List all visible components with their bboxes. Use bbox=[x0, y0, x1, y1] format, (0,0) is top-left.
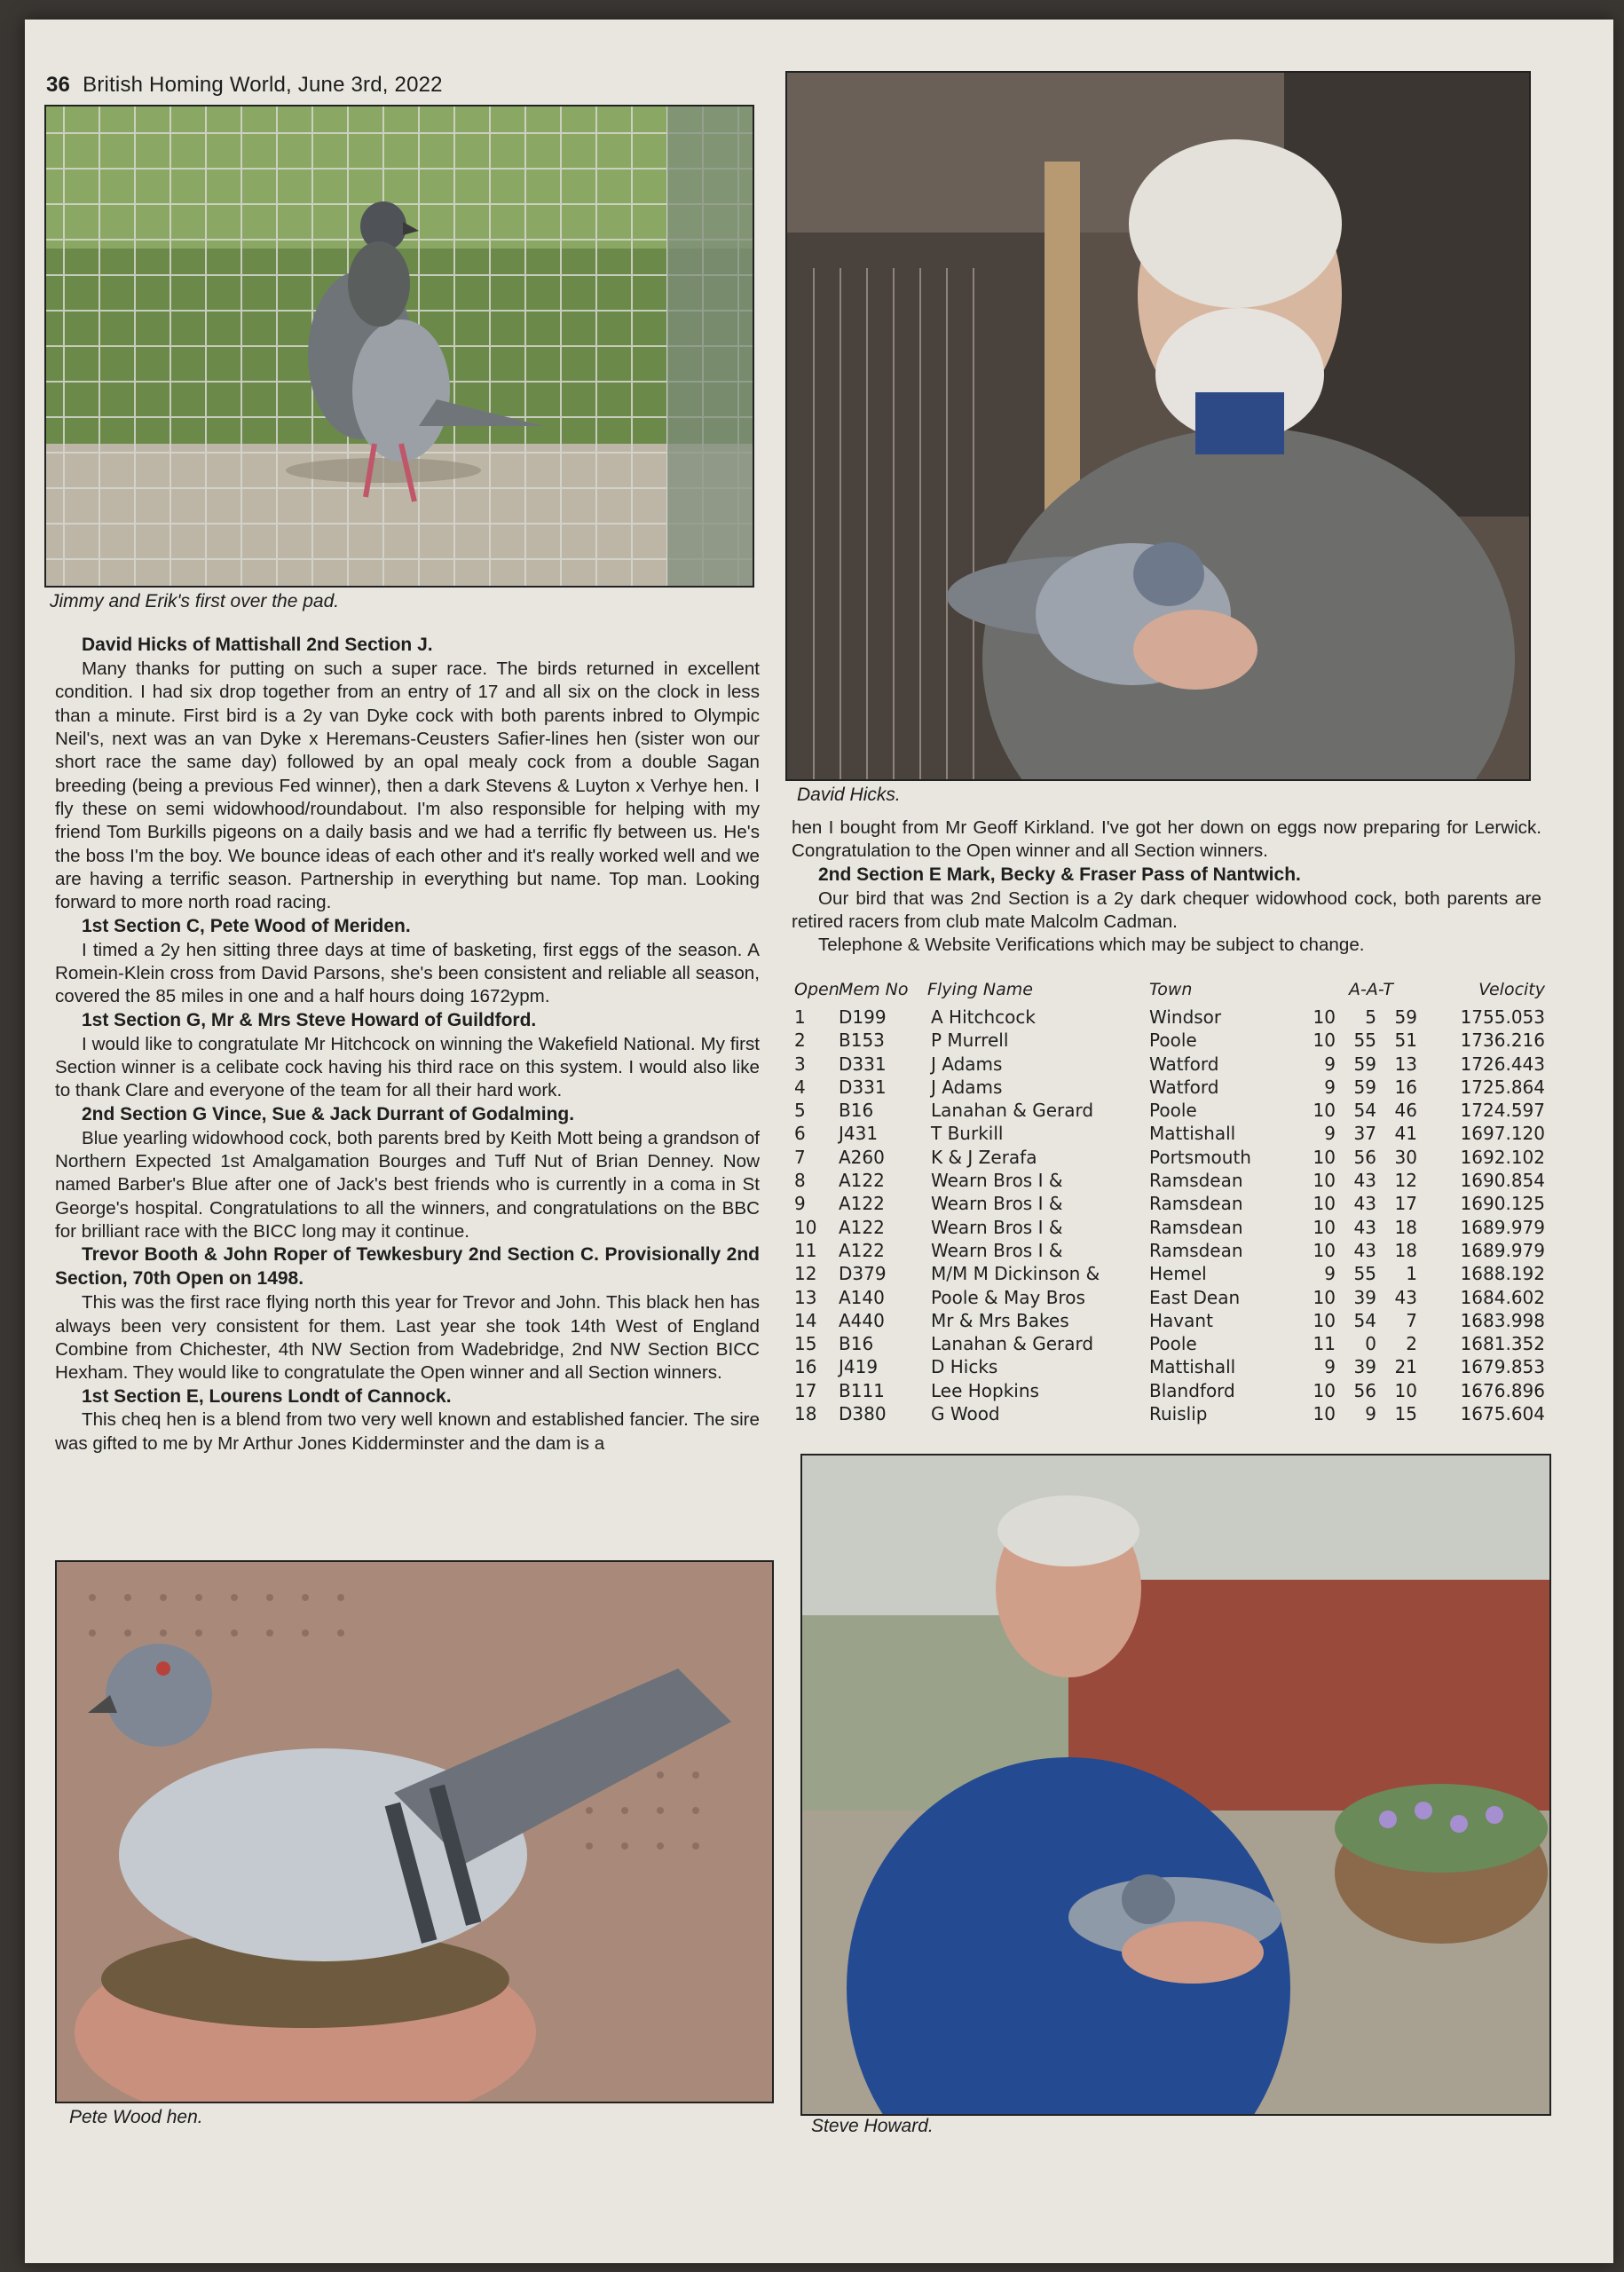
header-town: Town bbox=[1149, 980, 1193, 999]
cell-mem-no: D331 bbox=[839, 1053, 887, 1075]
results-header-row bbox=[794, 980, 1549, 1006]
cell-flying-name: A Hitchcock bbox=[931, 1006, 1036, 1028]
page-number: 36 bbox=[46, 73, 71, 97]
cell-flying-name: Wearn Bros I & bbox=[931, 1216, 1063, 1238]
caption-pete-wood-hen: Pete Wood hen. bbox=[69, 2107, 203, 2127]
cell-velocity: 1697.120 bbox=[1460, 1123, 1545, 1145]
cell-hours: 9 bbox=[1324, 1356, 1336, 1378]
results-row bbox=[794, 1263, 1549, 1286]
cell-velocity: 1736.216 bbox=[1460, 1030, 1545, 1052]
steve-howard-image bbox=[802, 1456, 1549, 2114]
paragraph-pete-wood: I timed a 2y hen sitting three days at time of basketing, first eggs of the season. A Romein-Klein cross from David Parsons, she's been consistent and reliable all season, covered the 85 miles in one and a half hours doing 1672ypm. bbox=[55, 939, 760, 1007]
header-aat: A-A-T bbox=[1349, 980, 1393, 999]
cell-open: 16 bbox=[794, 1356, 817, 1378]
cell-town: Poole bbox=[1149, 1030, 1197, 1052]
cell-flying-name: M/M M Dickinson & bbox=[931, 1263, 1100, 1285]
cell-mem-no: B16 bbox=[839, 1333, 874, 1355]
cell-minutes: 55 bbox=[1353, 1030, 1376, 1052]
cell-minutes: 56 bbox=[1353, 1379, 1376, 1401]
pete-wood-hen-image bbox=[57, 1562, 772, 2102]
cell-flying-name: Poole & May Bros bbox=[931, 1286, 1085, 1308]
results-row bbox=[794, 1310, 1549, 1333]
cell-town: Blandford bbox=[1149, 1379, 1235, 1401]
cell-velocity: 1681.352 bbox=[1460, 1333, 1545, 1355]
results-rows bbox=[794, 1006, 1549, 1426]
cell-open: 5 bbox=[794, 1100, 806, 1122]
cell-mem-no: A440 bbox=[839, 1309, 885, 1331]
cell-minutes: 39 bbox=[1353, 1286, 1376, 1308]
cell-seconds: 2 bbox=[1406, 1333, 1417, 1355]
cell-hours: 9 bbox=[1324, 1076, 1336, 1098]
cell-flying-name: Wearn Bros I & bbox=[931, 1170, 1063, 1192]
cell-seconds: 21 bbox=[1394, 1356, 1417, 1378]
cell-velocity: 1684.602 bbox=[1460, 1286, 1545, 1308]
cell-velocity: 1676.896 bbox=[1460, 1379, 1545, 1401]
cell-town: East Dean bbox=[1149, 1286, 1241, 1308]
cell-minutes: 59 bbox=[1353, 1053, 1376, 1075]
cell-open: 9 bbox=[794, 1193, 806, 1215]
cell-mem-no: B111 bbox=[839, 1379, 885, 1401]
cell-hours: 11 bbox=[1313, 1333, 1336, 1355]
results-row bbox=[794, 1100, 1549, 1123]
cell-open: 1 bbox=[794, 1006, 806, 1028]
cell-minutes: 43 bbox=[1353, 1239, 1376, 1261]
cell-town: Ruislip bbox=[1149, 1403, 1208, 1425]
pigeon-on-pad-image bbox=[46, 106, 753, 586]
paragraph-londt-continued: hen I bought from Mr Geoff Kirkland. I've got her down on eggs now preparing for Lerwick. Congratulation to the Open winner and all Section winners. bbox=[792, 817, 1541, 862]
cell-flying-name: Lanahan & Gerard bbox=[931, 1333, 1094, 1355]
cell-open: 15 bbox=[794, 1333, 817, 1355]
results-row bbox=[794, 1380, 1549, 1403]
cell-flying-name: Lee Hopkins bbox=[931, 1379, 1039, 1401]
results-row bbox=[794, 1030, 1549, 1053]
cell-minutes: 37 bbox=[1353, 1123, 1376, 1145]
cell-flying-name: Lanahan & Gerard bbox=[931, 1100, 1094, 1122]
cell-minutes: 9 bbox=[1365, 1403, 1376, 1425]
section-heading-steve-howard: 1st Section G, Mr & Mrs Steve Howard of Guildford. bbox=[82, 1009, 537, 1030]
cell-minutes: 56 bbox=[1353, 1146, 1376, 1168]
cell-mem-no: A122 bbox=[839, 1170, 885, 1192]
cell-seconds: 30 bbox=[1394, 1146, 1417, 1168]
cell-velocity: 1724.597 bbox=[1460, 1100, 1545, 1122]
cell-velocity: 1726.443 bbox=[1460, 1053, 1545, 1075]
cell-velocity: 1725.864 bbox=[1460, 1076, 1545, 1098]
cell-seconds: 17 bbox=[1394, 1193, 1417, 1215]
cell-hours: 10 bbox=[1313, 1379, 1336, 1401]
cell-open: 18 bbox=[794, 1403, 817, 1425]
cell-hours: 9 bbox=[1324, 1123, 1336, 1145]
cell-seconds: 10 bbox=[1394, 1379, 1417, 1401]
cell-open: 11 bbox=[794, 1239, 817, 1261]
cell-open: 7 bbox=[794, 1146, 806, 1168]
cell-town: Poole bbox=[1149, 1333, 1197, 1355]
results-row bbox=[794, 1356, 1549, 1379]
cell-seconds: 59 bbox=[1394, 1006, 1417, 1028]
cell-hours: 10 bbox=[1313, 1170, 1336, 1192]
cell-mem-no: B16 bbox=[839, 1100, 874, 1122]
cell-seconds: 15 bbox=[1394, 1403, 1417, 1425]
cell-seconds: 1 bbox=[1406, 1263, 1417, 1285]
cell-open: 2 bbox=[794, 1030, 806, 1052]
cell-minutes: 0 bbox=[1365, 1333, 1376, 1355]
cell-town: Poole bbox=[1149, 1100, 1197, 1122]
section-heading-pete-wood: 1st Section C, Pete Wood of Meriden. bbox=[82, 915, 411, 936]
cell-hours: 10 bbox=[1313, 1006, 1336, 1028]
paragraph-durrant: Blue yearling widowhood cock, both parents bred by Keith Mott being a grandson of Northern Expected 1st Amalgamation Bourges and Tuff Nut of Brian Denney. Now named Barber's Blue after one of Jack's best friends who is currently in a coma in St George's hospital. Congratulations to all the winners, and congratulations on the BBC for brilliant race with the BICC long may it continue. bbox=[55, 1127, 760, 1242]
cell-mem-no: A122 bbox=[839, 1216, 885, 1238]
section-heading-booth-roper: Trevor Booth & John Roper of Tewkesbury 2nd Section C. Provisionally 2nd Section, 70th Open on 1498. bbox=[55, 1244, 760, 1290]
paragraph-booth-roper: This was the first race flying north this year for Trevor and John. This black hen has always been very consistent for them. Last year she took 14th West of England Combine from Chichester, 4th NW Section from Wadebridge, 2nd NW Section BICC Hexham. They would like to congratulate the Open winner and all Section winners. bbox=[55, 1292, 760, 1384]
cell-seconds: 18 bbox=[1394, 1239, 1417, 1261]
section-heading-david-hicks: David Hicks of Mattishall 2nd Section J. bbox=[82, 635, 433, 655]
photo-pigeon-on-pad bbox=[44, 105, 754, 588]
cell-velocity: 1755.053 bbox=[1460, 1006, 1545, 1028]
cell-hours: 10 bbox=[1313, 1309, 1336, 1331]
header-velocity: Velocity bbox=[1478, 980, 1545, 999]
cell-velocity: 1689.979 bbox=[1460, 1216, 1545, 1238]
cell-town: Ramsdean bbox=[1149, 1170, 1243, 1192]
cell-open: 10 bbox=[794, 1216, 817, 1238]
cell-minutes: 5 bbox=[1365, 1006, 1376, 1028]
cell-mem-no: J431 bbox=[839, 1123, 879, 1145]
results-row bbox=[794, 1077, 1549, 1100]
cell-minutes: 54 bbox=[1353, 1100, 1376, 1122]
results-row bbox=[794, 1006, 1549, 1030]
cell-town: Mattishall bbox=[1149, 1123, 1236, 1145]
cell-velocity: 1675.604 bbox=[1460, 1403, 1545, 1425]
header-open: Open bbox=[794, 980, 840, 999]
cell-velocity: 1692.102 bbox=[1460, 1146, 1545, 1168]
cell-velocity: 1690.854 bbox=[1460, 1170, 1545, 1192]
paragraph-lourens-londt: This cheq hen is a blend from two very well known and established fancier. The sire was gifted to me by Mr Arthur Jones Kidderminster and the dam is a bbox=[55, 1409, 760, 1454]
cell-flying-name: J Adams bbox=[931, 1053, 1003, 1075]
cell-seconds: 46 bbox=[1394, 1100, 1417, 1122]
cell-open: 6 bbox=[794, 1123, 806, 1145]
cell-hours: 10 bbox=[1313, 1030, 1336, 1052]
cell-seconds: 13 bbox=[1394, 1053, 1417, 1075]
cell-hours: 9 bbox=[1324, 1263, 1336, 1285]
cell-town: Ramsdean bbox=[1149, 1216, 1243, 1238]
results-row bbox=[794, 1287, 1549, 1310]
results-row bbox=[794, 1170, 1549, 1193]
section-heading-pass: 2nd Section E Mark, Becky & Fraser Pass of Nantwich. bbox=[818, 864, 1301, 885]
caption-steve-howard: Steve Howard. bbox=[811, 2116, 934, 2136]
cell-minutes: 59 bbox=[1353, 1076, 1376, 1098]
cell-town: Mattishall bbox=[1149, 1356, 1236, 1378]
cell-seconds: 41 bbox=[1394, 1123, 1417, 1145]
header-name: Flying Name bbox=[927, 980, 1033, 999]
cell-minutes: 43 bbox=[1353, 1170, 1376, 1192]
publication-title: British Homing World, June 3rd, 2022 bbox=[83, 73, 443, 97]
cell-minutes: 54 bbox=[1353, 1309, 1376, 1331]
cell-town: Ramsdean bbox=[1149, 1239, 1243, 1261]
cell-flying-name: Mr & Mrs Bakes bbox=[931, 1309, 1069, 1331]
cell-open: 8 bbox=[794, 1170, 806, 1192]
results-row bbox=[794, 1193, 1549, 1216]
cell-hours: 10 bbox=[1313, 1216, 1336, 1238]
results-row bbox=[794, 1217, 1549, 1240]
cell-hours: 10 bbox=[1313, 1403, 1336, 1425]
cell-hours: 10 bbox=[1313, 1286, 1336, 1308]
article-left-column bbox=[55, 634, 760, 1456]
results-row bbox=[794, 1053, 1549, 1077]
cell-mem-no: D379 bbox=[839, 1263, 887, 1285]
cell-hours: 10 bbox=[1313, 1239, 1336, 1261]
cell-town: Windsor bbox=[1149, 1006, 1222, 1028]
cell-hours: 10 bbox=[1313, 1100, 1336, 1122]
cell-mem-no: J419 bbox=[839, 1356, 879, 1378]
cell-flying-name: K & J Zerafa bbox=[931, 1146, 1037, 1168]
cell-velocity: 1679.853 bbox=[1460, 1356, 1545, 1378]
cell-seconds: 18 bbox=[1394, 1216, 1417, 1238]
paragraph-steve-howard: I would like to congratulate Mr Hitchcock on winning the Wakefield National. My first Section winner is a celibate cock having his third race on this system. I would also like to thank Clare and everyone of the team for all their hard work. bbox=[55, 1033, 760, 1101]
cell-open: 4 bbox=[794, 1076, 806, 1098]
cell-town: Havant bbox=[1149, 1309, 1213, 1331]
header-mem: Mem No bbox=[839, 980, 909, 999]
verification-note: Telephone & Website Verifications which may be subject to change. bbox=[818, 935, 1365, 956]
paragraph-pass: Our bird that was 2nd Section is a 2y dark chequer widowhood cock, both parents are retired racers from club mate Malcolm Cadman. bbox=[792, 888, 1541, 932]
results-row bbox=[794, 1147, 1549, 1170]
caption-pigeon-on-pad: Jimmy and Erik's first over the pad. bbox=[50, 591, 340, 611]
cell-flying-name: T Burkill bbox=[931, 1123, 1004, 1145]
results-table bbox=[794, 980, 1549, 1426]
cell-seconds: 16 bbox=[1394, 1076, 1417, 1098]
cell-town: Portsmouth bbox=[1149, 1146, 1251, 1168]
cell-velocity: 1688.192 bbox=[1460, 1263, 1545, 1285]
cell-open: 12 bbox=[794, 1263, 817, 1285]
results-row bbox=[794, 1403, 1549, 1426]
cell-velocity: 1683.998 bbox=[1460, 1309, 1545, 1331]
cell-velocity: 1690.125 bbox=[1460, 1193, 1545, 1215]
photo-pete-wood-hen bbox=[55, 1560, 774, 2103]
cell-town: Ramsdean bbox=[1149, 1193, 1243, 1215]
cell-flying-name: P Murrell bbox=[931, 1030, 1009, 1052]
cell-seconds: 12 bbox=[1394, 1170, 1417, 1192]
cell-minutes: 43 bbox=[1353, 1193, 1376, 1215]
photo-steve-howard bbox=[800, 1454, 1551, 2116]
results-row bbox=[794, 1333, 1549, 1356]
cell-seconds: 51 bbox=[1394, 1030, 1417, 1052]
cell-town: Watford bbox=[1149, 1076, 1219, 1098]
cell-hours: 10 bbox=[1313, 1193, 1336, 1215]
caption-david-hicks: David Hicks. bbox=[797, 785, 901, 805]
photo-david-hicks bbox=[785, 71, 1531, 781]
cell-mem-no: D380 bbox=[839, 1403, 887, 1425]
cell-seconds: 43 bbox=[1394, 1286, 1417, 1308]
cell-velocity: 1689.979 bbox=[1460, 1239, 1545, 1261]
cell-mem-no: A122 bbox=[839, 1193, 885, 1215]
cell-town: Watford bbox=[1149, 1053, 1219, 1075]
cell-town: Hemel bbox=[1149, 1263, 1207, 1285]
cell-open: 3 bbox=[794, 1053, 806, 1075]
cell-flying-name: D Hicks bbox=[931, 1356, 998, 1378]
cell-mem-no: A260 bbox=[839, 1146, 885, 1168]
cell-mem-no: D199 bbox=[839, 1006, 887, 1028]
results-row bbox=[794, 1240, 1549, 1263]
section-heading-durrant: 2nd Section G Vince, Sue & Jack Durrant of Godalming. bbox=[82, 1103, 575, 1124]
cell-flying-name: G Wood bbox=[931, 1403, 1000, 1425]
paragraph-david-hicks: Many thanks for putting on such a super race. The birds returned in excellent condition. I had six drop together from an entry of 17 and all six on the clock in less than a minute. First bird is a 2y van Dyke cock with both parents inbred to Olympic Neil's, next was an van Dyke x Heremans-Ceusters Safier-lines hen (sister won our short race the same day) followed by an opal mealy cock from a double Sagan breeding (being a previous Fed winner), then a dark Stevens & Luyton x Verhye hen. I fly these on semi widowhood/roundabout. I'm also responsible for helping with my friend Tom Burkills pigeons on a daily basis and we had a terrific fly between us. He's the boss I'm the boy. We bounce ideas of each other and it's really worked well and we are having a terrific season. Partnership in everything but name. Top man. Looking forward to more north road racing. bbox=[55, 658, 760, 913]
results-row bbox=[794, 1123, 1549, 1146]
cell-open: 13 bbox=[794, 1286, 817, 1308]
cell-mem-no: D331 bbox=[839, 1076, 887, 1098]
cell-flying-name: J Adams bbox=[931, 1076, 1003, 1098]
cell-hours: 10 bbox=[1313, 1146, 1336, 1168]
cell-open: 17 bbox=[794, 1379, 817, 1401]
cell-hours: 9 bbox=[1324, 1053, 1336, 1075]
page-header bbox=[46, 73, 443, 98]
section-heading-lourens-londt: 1st Section E, Lourens Londt of Cannock. bbox=[82, 1385, 452, 1407]
cell-flying-name: Wearn Bros I & bbox=[931, 1239, 1063, 1261]
david-hicks-image bbox=[787, 73, 1529, 779]
cell-mem-no: B153 bbox=[839, 1030, 885, 1052]
cell-open: 14 bbox=[794, 1309, 817, 1331]
cell-minutes: 55 bbox=[1353, 1263, 1376, 1285]
cell-minutes: 39 bbox=[1353, 1356, 1376, 1378]
cell-flying-name: Wearn Bros I & bbox=[931, 1193, 1063, 1215]
cell-seconds: 7 bbox=[1406, 1309, 1417, 1331]
cell-mem-no: A140 bbox=[839, 1286, 885, 1308]
cell-minutes: 43 bbox=[1353, 1216, 1376, 1238]
article-right-column bbox=[792, 816, 1541, 958]
cell-mem-no: A122 bbox=[839, 1239, 885, 1261]
